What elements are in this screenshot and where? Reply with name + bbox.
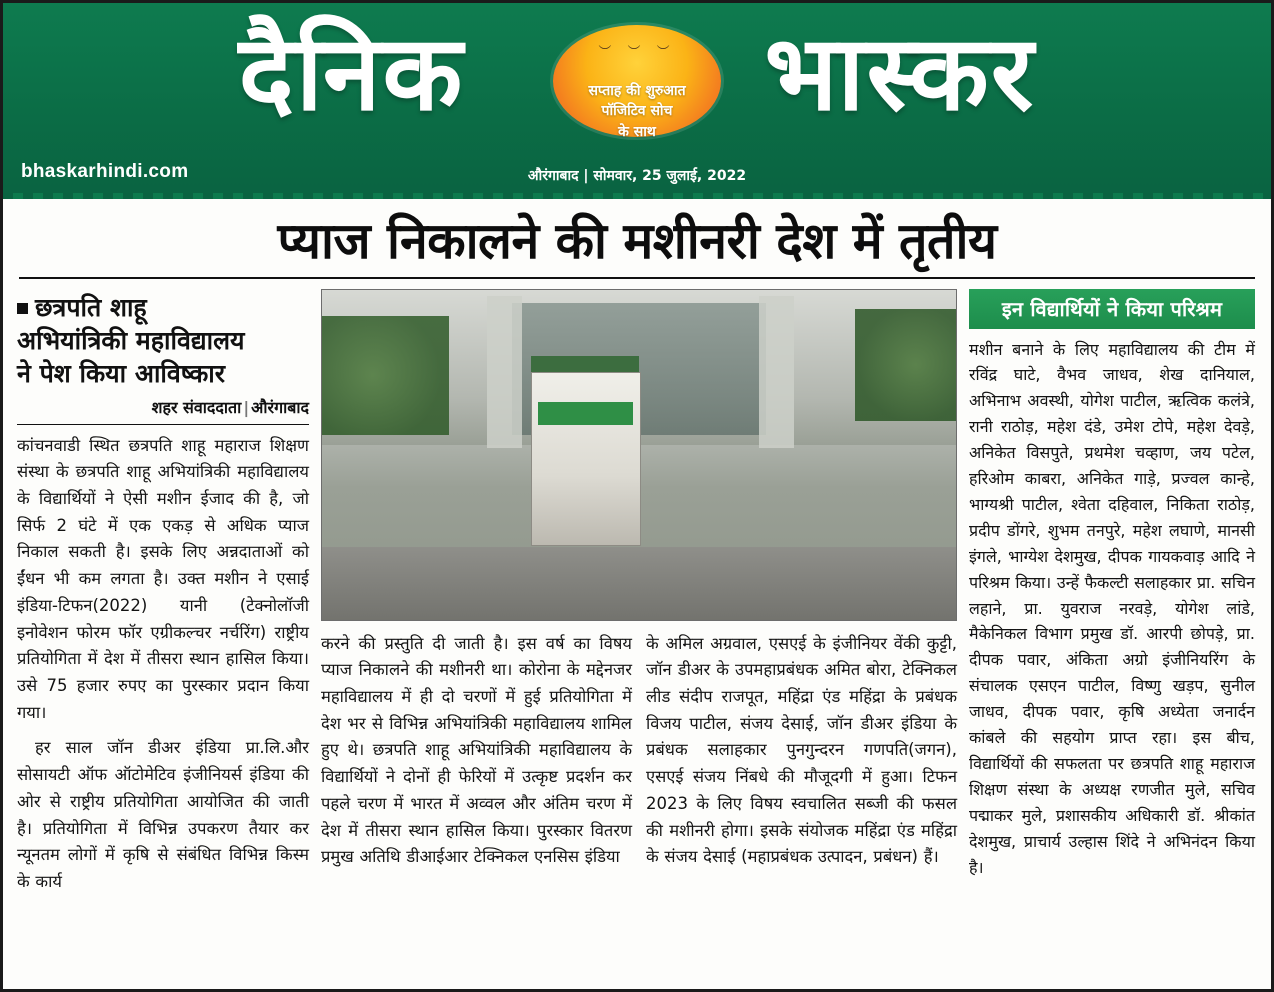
subhead-line-1: छत्रपति शाहू bbox=[35, 292, 147, 322]
byline-divider bbox=[17, 424, 309, 425]
bullet-square-icon bbox=[17, 303, 28, 314]
article-subhead bbox=[17, 291, 309, 390]
middle-subcolumn-left bbox=[321, 631, 632, 880]
middle-paragraph-1: करने की प्रस्तुति दी जाती है। इस वर्ष का विषय प्याज निकालने की मशीनरी था। कोरोना के मद्देनजर महाविद्यालय में ही दो चरणों में हुई प्रतियोगिता में देश भर से विभिन्न अभियांत्रिकी महाविद्यालय शामिल हुए थे। छत्रपति शाहू अभियांत्रिकी महाविद्यालय के विद्यार्थियों ने दोनों ही फेरियों में उत्कृष्ट प्रदर्शन कर पहले चरण में भारत में अव्वल और अंतिम चरण में देश में तीसरा स्थान हासिल किया। पुरस्कार वितरण प्रमुख अतिथि डीआईआर टेक्निकल एनसिस इंडिया bbox=[321, 633, 632, 867]
byline-place: औरंगाबाद bbox=[251, 397, 309, 417]
website-url[interactable]: bhaskarhindi.com bbox=[21, 161, 189, 182]
birds-icon: ︶ ︶ ︶ bbox=[598, 45, 676, 60]
brand-right: भास्कर bbox=[764, 12, 1036, 134]
article-body bbox=[3, 289, 1271, 961]
sun-tagline-line-2: पॉजिटिव सोच bbox=[601, 103, 673, 120]
sidebar-box-title: इन विद्यार्थियों ने किया परिश्रम bbox=[969, 289, 1255, 329]
middle-subcolumn-right bbox=[646, 631, 957, 880]
sun-tagline-line-1: सप्ताह की शुरुआत bbox=[588, 83, 686, 99]
brand-left: दैनिक bbox=[238, 12, 465, 134]
byline: शहर संवाददाता | औरंगाबाद bbox=[151, 397, 309, 417]
sun-tagline bbox=[522, 81, 752, 142]
middle-column bbox=[321, 289, 957, 951]
byline-author: शहर संवाददाता bbox=[151, 397, 242, 417]
edition-date: औरंगाबाद | सोमवार, 25 जुलाई, 2022 bbox=[527, 168, 747, 184]
right-column bbox=[969, 289, 1255, 951]
left-paragraph-1: कांचनवाडी स्थित छत्रपति शाहू महाराज शिक्षण संस्था के छत्रपति शाहू अभियांत्रिकी महाविद्यालय के विद्यार्थियों ने ऐसी मशीन ईजाद की है, जो सिर्फ 2 घंटे में एक एकड़ से अधिक प्याज निकाल सकती है। इसके लिए अन्नदाताओं को ईंधन भी कम लगता है। उक्त मशीन ने एसाई इंडिया-टिफन(2022) यानी (टेक्नोलॉजी इनोवेशन फोरम फॉर एग्रीकल्चर नर्चरिंग) राष्ट्रीय प्रतियोगिता में देश में तीसरा स्थान हासिल किया। उसे 75 हजार रुपए का पुरस्कार प्रदान किया गया। bbox=[17, 435, 309, 722]
photo-crowd bbox=[322, 402, 956, 574]
left-paragraph-2: हर साल जॉन डीअर इंडिया प्रा.लि.और सोसायटी ऑफ ऑटोमेटिव इंजीनियर्स इंडिया की ओर से राष्ट्रीय प्रतियोगिता आयोजित की जाती है। प्रतियोगिता में विभिन्न उपकरण तैयार कर न्यूनतम लोगों में कृषि से संबंधित विभिन्न किस्म के कार्य bbox=[17, 738, 309, 891]
subhead-line-3: ने पेश किया आविष्कार bbox=[17, 358, 225, 388]
left-column bbox=[17, 289, 309, 951]
headline-divider bbox=[19, 277, 1255, 279]
page-headline: प्याज निकालने की मशीनरी देश में तृतीय bbox=[277, 212, 997, 270]
subhead-line-2: अभियांत्रिकी महाविद्यालय bbox=[17, 325, 245, 355]
masthead bbox=[3, 3, 1271, 199]
middle-paragraph-2: के अमिल अग्रवाल, एसएई के इंजीनियर वेंकी कुट्टी, जॉन डीअर के उपमहाप्रबंधक अमित बोरा, टेक्निकल लीड संदीप राजपूत, महिंद्रा एंड महिंद्रा के प्रबंधक विजय पाटील, संजय देसाई, जॉन डीअर इंडिया के प्रबंधक सलाहकार पुनगुन्दरन गणपति(जगन), एसएई संजय निंबधे की मौजूदगी में हुआ। टिफन 2023 के लिए विषय स्वचालित सब्जी की फसल की मशीनरी होगा। इसके संयोजक महिंद्रा एंड महिंद्रा के संजय देसाई (महाप्रबंधक उत्पादन, प्रबंधन) हैं। bbox=[646, 633, 957, 867]
article-photo bbox=[321, 289, 957, 621]
sun-tagline-line-3: के साथ bbox=[618, 123, 656, 140]
right-paragraph-1: मशीन बनाने के लिए महाविद्यालय की टीम में रविंद्र घाटे, वैभव जाधव, शेख दानियाल, अभिनाभ अवस्थी, योगेश पाटील, ऋत्विक कलंत्रे, रानी राठोड़, महेश दंडे, उमेश टोपे, महेश देवड़े, अनिकेत विसपुते, प्रथमेश चव्हाण, जय पटेल, हरिओम काबरा, अनिकेत गाड़े, प्रज्वल कान्हे, भाग्यश्री पाटील, श्वेता दहिवाल, निकिता राठोड़, प्रदीप डोंगरे, शुभम तनपुरे, महेश लघाणे, मानसी इंगले, भाग्येश देशमुख, दीपक गायकवाड़ आदि ने परिश्रम किया। उन्हें फैकल्टी सलाहकार प्रा. सचिन लहाने, प्रा. युवराज नरवड़े, योगेश लांडे, मैकेनिकल विभाग प्रमुख डॉ. आरपी छोपड़े, प्रा. दीपक पवार, अंकिता अग्रो इंजीनियरिंग के संचालक एसएन पाटील, विष्णु खड़प, सुनील जाधव, दीपक पवार, कृषि अध्येता जनार्दन कांबले की सहयोग प्राप्त रहा। इस बीच, विद्यार्थियों की सफलता पर छत्रपति शाहू महाराज शिक्षण संस्था के अध्यक्ष रणजीत मुले, सचिव पद्माकर मुले, प्रशासकीय अधिकारी डॉ. श्रीकांत देशमुख, प्राचार्य उल्हास शिंदे ने अभिनंदन किया है। bbox=[969, 339, 1255, 877]
